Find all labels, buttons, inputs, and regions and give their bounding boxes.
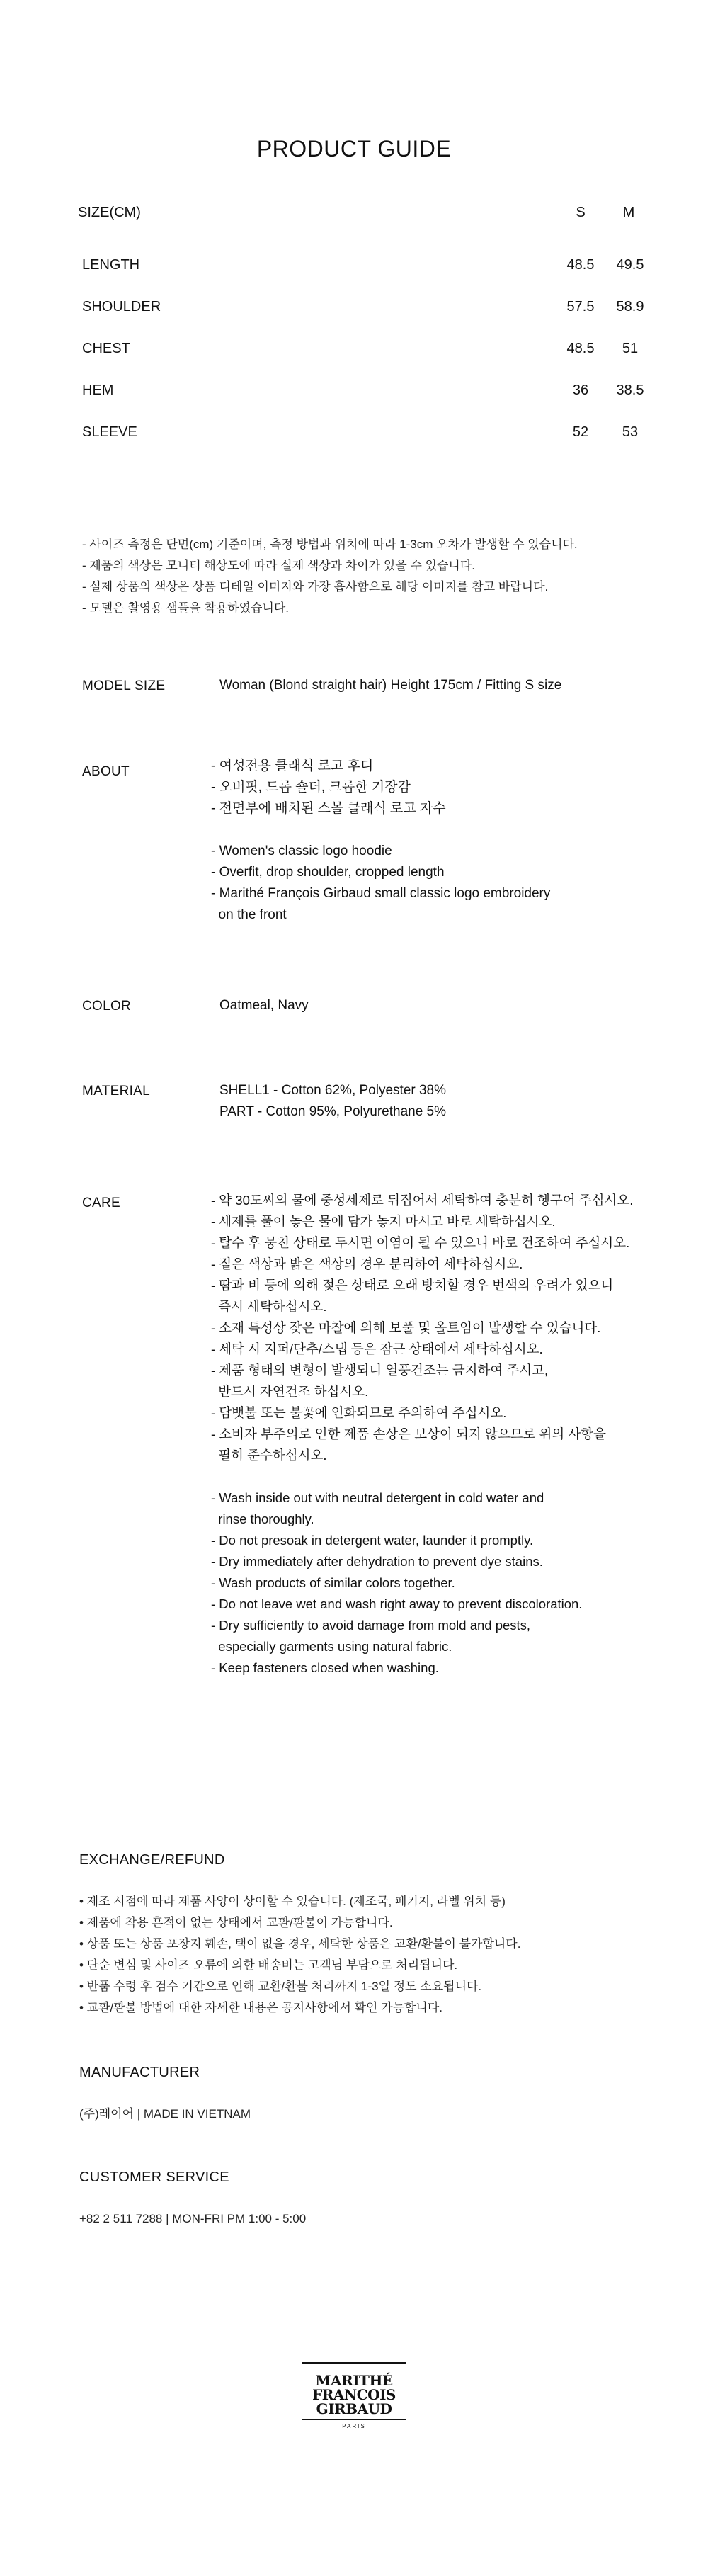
- exchange-line: • 제품에 착용 흔적이 없는 상태에서 교환/환불이 가능합니다.: [79, 1916, 393, 1929]
- size-row-m-value: 58.9: [616, 299, 644, 314]
- care-line: rinse thoroughly.: [211, 1511, 314, 1526]
- care-line: - 소비자 부주의로 인한 제품 손상은 보상이 되지 않으므로 위의 사항을: [211, 1426, 606, 1441]
- logo-line-1: MARITHÉ: [315, 2372, 393, 2389]
- exchange-line: • 상품 또는 상품 포장지 훼손, 택이 없을 경우, 세탁한 상품은 교환/환불이 불가합니다.: [79, 1937, 521, 1951]
- about-line: - Marithé François Girbaud small classic logo embroidery: [211, 886, 551, 901]
- care-line: - 담뱃불 또는 불꽃에 인화되므로 주의하여 주십시오.: [211, 1405, 507, 1420]
- size-table-body: [78, 237, 644, 455]
- customer-service-text: +82 2 511 7288 | MON-FRI PM 1:00 - 5:00: [79, 2212, 307, 2225]
- care-line: [211, 1466, 633, 1487]
- material-label: MATERIAL: [82, 1084, 151, 1099]
- size-row-label: HEM: [82, 382, 114, 398]
- care-line: 반드시 자연건조 하십시오.: [211, 1384, 369, 1399]
- model-size-label: MODEL SIZE: [82, 679, 166, 693]
- size-row-s-value: 48.5: [566, 341, 595, 356]
- exchange-line: • 단순 변심 및 사이즈 오류에 의한 배송비는 고객님 부담으로 처리됩니다.: [79, 1958, 458, 1972]
- size-header-m: M: [622, 205, 635, 220]
- logo-rule: [302, 2419, 406, 2420]
- size-row-m-value: 38.5: [616, 382, 644, 398]
- page-title: PRODUCT GUIDE: [256, 136, 452, 161]
- size-table: [78, 202, 644, 455]
- about-line: [211, 819, 550, 841]
- about-text: [211, 756, 550, 926]
- size-row-length: [78, 246, 644, 288]
- size-row-m-value: 53: [622, 424, 639, 440]
- manufacturer-title: MANUFACTURER: [79, 2065, 200, 2080]
- care-line: - 제품 형태의 변형이 발생되니 열풍건조는 금지하여 주시고,: [211, 1363, 549, 1378]
- exchange-line: • 교환/환불 방법에 대한 자세한 내용은 공지사항에서 확인 가능합니다.: [79, 2001, 442, 2014]
- material-line: SHELL1 - Cotton 62%, Polyester 38%: [219, 1083, 447, 1098]
- size-row-hem: [78, 371, 644, 413]
- customer-service-title: CUSTOMER SERVICE: [79, 2169, 229, 2185]
- care-line: - Dry immediately after dehydration to prevent dye stains.: [211, 1554, 543, 1569]
- note-line: - 제품의 색상은 모니터 해상도에 따라 실제 색상과 차이가 있을 수 있습니다.: [82, 559, 475, 572]
- note-line: - 모델은 촬영용 샘플을 착용하였습니다.: [82, 601, 290, 615]
- size-row-chest: [78, 329, 644, 371]
- care-line: - Dry sufficiently to avoid damage from mold and pests,: [211, 1618, 531, 1633]
- care-line: - Keep fasteners closed when washing.: [211, 1660, 439, 1675]
- care-line: 필히 준수하십시오.: [211, 1448, 327, 1463]
- brand-logo: [302, 2362, 406, 2433]
- about-label: ABOUT: [82, 764, 130, 779]
- size-header-s: S: [576, 205, 586, 220]
- logo-line-2: FRANCOIS: [312, 2386, 396, 2403]
- size-row-s-value: 36: [572, 382, 589, 398]
- color-text: Oatmeal, Navy: [219, 998, 309, 1013]
- exchange-line: • 제조 시점에 따라 제품 사양이 상이할 수 있습니다. (제조국, 패키지, 라벨 위치 등): [79, 1895, 506, 1908]
- care-line: - Wash inside out with neutral detergent in cold water and: [211, 1490, 544, 1505]
- care-line: - Do not presoak in detergent water, launder it promptly.: [211, 1533, 534, 1548]
- care-line: - 소재 특성상 잦은 마찰에 의해 보풀 및 올트임이 발생할 수 있습니다.: [211, 1320, 601, 1335]
- about-line: - 여성전용 클래식 로고 후디: [211, 759, 374, 773]
- manufacturer-text: (주)레이어 | MADE IN VIETNAM: [79, 2107, 251, 2121]
- size-notes: [82, 534, 663, 619]
- size-row-s-value: 48.5: [566, 257, 595, 273]
- care-line: - 땀과 비 등에 의해 젖은 상태로 오래 방치할 경우 번색의 우려가 있으니: [211, 1278, 614, 1293]
- size-row-label: CHEST: [82, 341, 130, 356]
- care-line: - Do not leave wet and wash right away to prevent discoloration.: [211, 1596, 583, 1611]
- size-table-header: [78, 202, 644, 237]
- care-line: - Wash products of similar colors together.: [211, 1575, 455, 1590]
- logo-sub: PARIS: [342, 2423, 366, 2429]
- exchange-title: EXCHANGE/REFUND: [79, 1852, 225, 1868]
- note-line: - 실제 상품의 색상은 상품 디테일 이미지와 가장 흡사함으로 해당 이미지를 참고 바랍니다.: [82, 580, 549, 594]
- model-size-text: Woman (Blond straight hair) Height 175cm / Fitting S size: [219, 678, 562, 693]
- about-line: on the front: [211, 907, 287, 922]
- care-line: especially garments using natural fabric.: [211, 1639, 452, 1654]
- size-row-label: SHOULDER: [82, 299, 161, 314]
- size-header-label: SIZE(CM): [78, 205, 141, 220]
- about-line: - Overfit, drop shoulder, cropped length: [211, 865, 445, 880]
- size-row-s-value: 52: [572, 424, 589, 440]
- size-row-label: LENGTH: [82, 257, 140, 273]
- size-row-shoulder: [78, 288, 644, 329]
- color-label: COLOR: [82, 999, 132, 1014]
- exchange-line: • 반품 수령 후 검수 기간으로 인해 교환/환불 처리까지 1-3일 정도 소요됩니다.: [79, 1980, 482, 1993]
- care-line: - 짙은 색상과 밝은 색상의 경우 분리하여 세탁하십시오.: [211, 1256, 523, 1271]
- size-row-m-value: 51: [622, 341, 639, 356]
- size-row-sleeve: [78, 413, 644, 455]
- size-row-s-value: 57.5: [566, 299, 595, 314]
- size-row-label: SLEEVE: [82, 424, 137, 440]
- care-line: - 탈수 후 뭉친 상태로 두시면 이염이 될 수 있으니 바로 건조하여 주십시오.: [211, 1235, 630, 1250]
- care-text: [211, 1190, 633, 1679]
- care-line: - 세제를 풀어 놓은 물에 담가 놓지 마시고 바로 세탁하십시오.: [211, 1214, 556, 1229]
- logo-line-3: GIRBAUD: [316, 2400, 392, 2417]
- care-line: - 세탁 시 지퍼/단추/스냅 등은 잠근 상태에서 세탁하십시오.: [211, 1341, 543, 1356]
- about-line: - 전면부에 배치된 스몰 클래식 로고 자수: [211, 801, 446, 816]
- size-row-m-value: 49.5: [616, 257, 644, 273]
- material-line: PART - Cotton 95%, Polyurethane 5%: [219, 1104, 447, 1119]
- note-line: - 사이즈 측정은 단면(cm) 기준이며, 측정 방법과 위치에 따라 1-3cm 오차가 발생할 수 있습니다.: [82, 538, 578, 551]
- material-text: [219, 1080, 446, 1123]
- about-line: - Women's classic logo hoodie: [211, 844, 392, 858]
- exchange-text: [79, 1891, 520, 2019]
- care-line: - 약 30도씨의 물에 중성세제로 뒤집어서 세탁하여 충분히 헹구어 주십시오.: [211, 1193, 634, 1208]
- about-line: - 오버핏, 드롭 숄더, 크롭한 기장감: [211, 780, 411, 795]
- care-label: CARE: [82, 1196, 120, 1210]
- care-line: 즉시 세탁하십시오.: [211, 1299, 327, 1314]
